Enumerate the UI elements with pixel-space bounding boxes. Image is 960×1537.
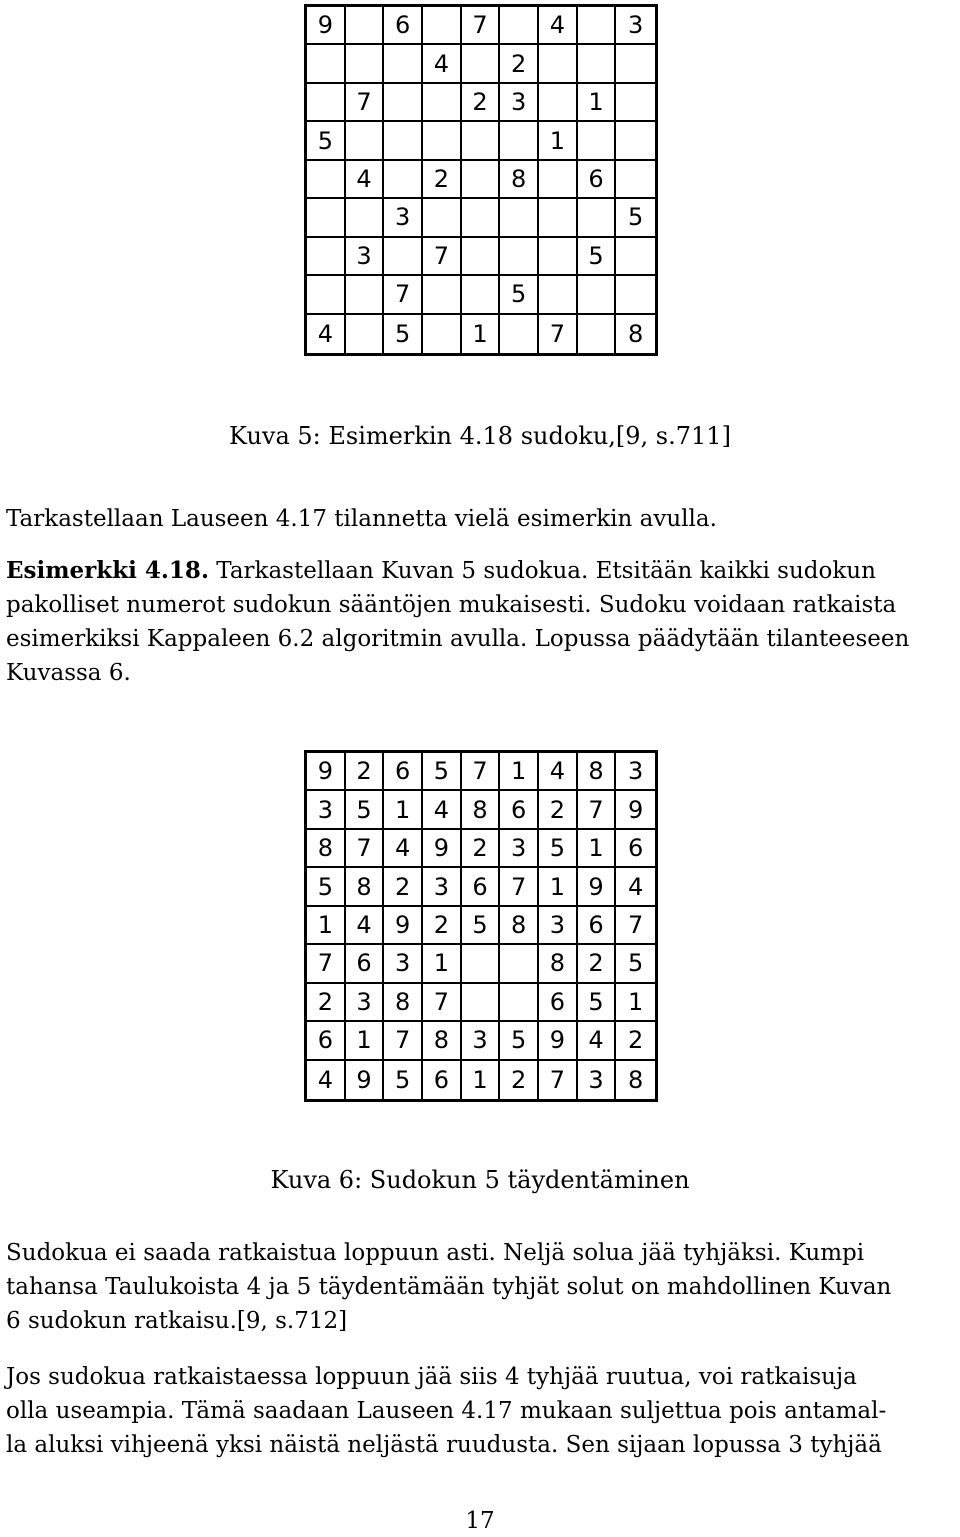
sudoku-cell bbox=[616, 161, 655, 199]
sudoku-cell: 7 bbox=[423, 984, 462, 1022]
sudoku-cell: 6 bbox=[616, 830, 655, 868]
sudoku-cell: 5 bbox=[384, 1061, 423, 1099]
sudoku-cell bbox=[539, 84, 578, 122]
sudoku-cell bbox=[423, 315, 462, 353]
sudoku-cell: 3 bbox=[578, 1061, 617, 1099]
sudoku-cell bbox=[616, 45, 655, 83]
sudoku-cell: 4 bbox=[578, 1022, 617, 1060]
sudoku-cell: 7 bbox=[346, 830, 385, 868]
sudoku-cell bbox=[578, 315, 617, 353]
sudoku-cell: 5 bbox=[384, 315, 423, 353]
sudoku-cell bbox=[384, 122, 423, 160]
sudoku-cell: 2 bbox=[307, 984, 346, 1022]
sudoku-cell bbox=[500, 7, 539, 45]
sudoku-cell bbox=[539, 276, 578, 314]
sudoku-cell: 2 bbox=[462, 830, 501, 868]
sudoku-cell: 3 bbox=[384, 945, 423, 983]
sudoku-cell: 3 bbox=[384, 199, 423, 237]
sudoku-cell: 9 bbox=[307, 753, 346, 791]
sudoku-cell bbox=[616, 276, 655, 314]
sudoku-cell bbox=[500, 984, 539, 1022]
sudoku-cell bbox=[346, 315, 385, 353]
sudoku-cell bbox=[346, 199, 385, 237]
example-label: Esimerkki 4.18. bbox=[6, 557, 209, 584]
sudoku-cell: 9 bbox=[384, 907, 423, 945]
sudoku-cell: 7 bbox=[616, 907, 655, 945]
paragraph-3-line-1: Jos sudokua ratkaistaessa loppuun jää siis 4 tyhjää ruutua, voi ratkaisuja bbox=[6, 1364, 857, 1390]
sudoku-cell bbox=[500, 315, 539, 353]
intro-paragraph: Tarkastellaan Lauseen 4.17 tilannetta vielä esimerkin avulla. bbox=[6, 506, 717, 532]
sudoku-cell: 1 bbox=[616, 984, 655, 1022]
sudoku-cell: 8 bbox=[628, 319, 644, 348]
sudoku-cell bbox=[346, 276, 385, 314]
paragraph-2-line-1: Sudokua ei saada ratkaistua loppuun asti. Neljä solua jää tyhjäksi. Kumpi bbox=[6, 1240, 865, 1266]
sudoku-cell: 2 bbox=[578, 945, 617, 983]
sudoku-cell bbox=[462, 199, 501, 237]
sudoku-cell: 2 bbox=[539, 791, 578, 829]
sudoku-cell bbox=[500, 945, 539, 983]
sudoku-cell bbox=[346, 45, 385, 83]
sudoku-cell bbox=[384, 45, 423, 83]
sudoku-cell bbox=[500, 238, 539, 276]
sudoku-cell: 4 bbox=[539, 753, 578, 791]
sudoku-cell: 5 bbox=[307, 868, 346, 906]
sudoku-cell: 4 bbox=[423, 45, 462, 83]
sudoku-cell: 7 bbox=[384, 276, 423, 314]
sudoku-cell: 1 bbox=[539, 122, 578, 160]
sudoku-cell bbox=[462, 161, 501, 199]
sudoku-cell: 7 bbox=[578, 791, 617, 829]
example-paragraph-line-3: esimerkiksi Kappaleen 6.2 algoritmin avulla. Lopussa päädytään tilanteeseen bbox=[6, 626, 910, 652]
sudoku-cell: 5 bbox=[616, 199, 655, 237]
sudoku-cell bbox=[578, 276, 617, 314]
sudoku-cell: 8 bbox=[628, 1065, 644, 1094]
sudoku-cell: 1 bbox=[423, 945, 462, 983]
sudoku-cell bbox=[616, 84, 655, 122]
sudoku-cell: 2 bbox=[462, 84, 501, 122]
sudoku-cell: 3 bbox=[423, 868, 462, 906]
sudoku-cell: 9 bbox=[539, 1022, 578, 1060]
sudoku-cell: 3 bbox=[462, 1022, 501, 1060]
sudoku-cell: 5 bbox=[346, 791, 385, 829]
sudoku-cell bbox=[423, 199, 462, 237]
paragraph-3-line-3: la aluksi vihjeenä yksi näistä neljästä ruudusta. Sen sijaan lopussa 3 tyhjää bbox=[6, 1432, 882, 1458]
sudoku-cell bbox=[616, 122, 655, 160]
sudoku-cell: 5 bbox=[616, 945, 655, 983]
sudoku-cell: 4 bbox=[616, 868, 655, 906]
sudoku-cell bbox=[423, 122, 462, 160]
sudoku-cell: 7 bbox=[500, 868, 539, 906]
sudoku-cell: 3 bbox=[500, 84, 539, 122]
sudoku-cell bbox=[384, 161, 423, 199]
sudoku-cell: 1 bbox=[462, 1061, 501, 1099]
sudoku-cell bbox=[307, 199, 346, 237]
sudoku-cell: 6 bbox=[539, 984, 578, 1022]
sudoku-cell: 6 bbox=[384, 753, 423, 791]
sudoku-cell: 1 bbox=[462, 315, 501, 353]
sudoku-cell: 1 bbox=[346, 1022, 385, 1060]
sudoku-cell: 1 bbox=[578, 830, 617, 868]
sudoku-cell: 8 bbox=[384, 984, 423, 1022]
sudoku-cell bbox=[462, 238, 501, 276]
sudoku-cell: 9 bbox=[307, 7, 346, 45]
page-number: 17 bbox=[465, 1508, 495, 1534]
figure-6-caption: Kuva 6: Sudokun 5 täydentäminen bbox=[270, 1166, 690, 1194]
sudoku-cell: 2 bbox=[423, 161, 462, 199]
sudoku-cell: 4 bbox=[346, 161, 385, 199]
sudoku-cell: 8 bbox=[500, 161, 539, 199]
sudoku-cell: 5 bbox=[307, 122, 346, 160]
sudoku-cell: 3 bbox=[500, 830, 539, 868]
sudoku-cell: 1 bbox=[384, 791, 423, 829]
sudoku-cell: 8 bbox=[500, 907, 539, 945]
sudoku-cell: 2 bbox=[346, 753, 385, 791]
sudoku-cell: 5 bbox=[500, 1022, 539, 1060]
sudoku-cell: 4 bbox=[423, 791, 462, 829]
sudoku-cell bbox=[500, 199, 539, 237]
sudoku-cell: 8 bbox=[307, 830, 346, 868]
sudoku-cell: 6 bbox=[346, 945, 385, 983]
sudoku-cell: 7 bbox=[423, 238, 462, 276]
sudoku-cell bbox=[539, 199, 578, 237]
sudoku-cell: 1 bbox=[307, 907, 346, 945]
sudoku-cell: 2 bbox=[500, 1061, 539, 1099]
example-paragraph-line-2: pakolliset numerot sudokun sääntöjen mukaisesti. Sudoku voidaan ratkaista bbox=[6, 592, 897, 618]
sudoku-cell bbox=[307, 276, 346, 314]
sudoku-cell: 2 bbox=[423, 907, 462, 945]
sudoku-cell: 5 bbox=[462, 907, 501, 945]
sudoku-cell bbox=[539, 238, 578, 276]
sudoku-puzzle-grid bbox=[304, 4, 658, 356]
example-paragraph-line-4: Kuvassa 6. bbox=[6, 660, 131, 686]
sudoku-cell: 4 bbox=[307, 1061, 346, 1099]
sudoku-cell: 5 bbox=[500, 276, 539, 314]
sudoku-cell: 6 bbox=[307, 1022, 346, 1060]
sudoku-cell bbox=[539, 45, 578, 83]
sudoku-cell bbox=[307, 238, 346, 276]
sudoku-cell bbox=[462, 122, 501, 160]
sudoku-cell: 6 bbox=[578, 907, 617, 945]
sudoku-cell: 7 bbox=[539, 315, 578, 353]
sudoku-cell: 6 bbox=[423, 1061, 462, 1099]
sudoku-cell: 6 bbox=[578, 161, 617, 199]
sudoku-cell: 9 bbox=[616, 791, 655, 829]
sudoku-cell: 7 bbox=[307, 945, 346, 983]
sudoku-cell bbox=[423, 84, 462, 122]
sudoku-cell: 9 bbox=[346, 1061, 385, 1099]
sudoku-cell bbox=[578, 199, 617, 237]
paragraph-3-line-2: olla useampia. Tämä saadaan Lauseen 4.17 mukaan suljettua pois antamal- bbox=[6, 1398, 887, 1424]
sudoku-cell: 3 bbox=[346, 984, 385, 1022]
sudoku-cell: 2 bbox=[616, 1022, 655, 1060]
sudoku-cell: 6 bbox=[384, 7, 423, 45]
sudoku-cell: 4 bbox=[307, 315, 346, 353]
figure-5-caption: Kuva 5: Esimerkin 4.18 sudoku,[9, s.711] bbox=[229, 422, 731, 450]
sudoku-cell: 3 bbox=[346, 238, 385, 276]
sudoku-cell bbox=[423, 276, 462, 314]
sudoku-cell bbox=[307, 84, 346, 122]
sudoku-cell: 8 bbox=[578, 753, 617, 791]
sudoku-cell: 7 bbox=[462, 753, 501, 791]
sudoku-cell bbox=[462, 984, 501, 1022]
sudoku-cell: 9 bbox=[423, 830, 462, 868]
sudoku-cell bbox=[423, 7, 462, 45]
paragraph-2-line-3: 6 sudokun ratkaisu.[9, s.712] bbox=[6, 1308, 348, 1334]
paragraph-2-line-2: tahansa Taulukoista 4 ja 5 täydentämään tyhjät solut on mahdollinen Kuvan bbox=[6, 1274, 892, 1300]
sudoku-cell: 6 bbox=[500, 791, 539, 829]
sudoku-cell: 6 bbox=[462, 868, 501, 906]
sudoku-cell: 3 bbox=[307, 791, 346, 829]
sudoku-cell bbox=[384, 238, 423, 276]
sudoku-cell: 5 bbox=[539, 830, 578, 868]
sudoku-cell: 1 bbox=[500, 753, 539, 791]
sudoku-cell: 4 bbox=[384, 830, 423, 868]
sudoku-cell: 8 bbox=[346, 868, 385, 906]
sudoku-cell bbox=[578, 7, 617, 45]
sudoku-cell: 1 bbox=[539, 868, 578, 906]
sudoku-partial-solution-grid bbox=[304, 750, 658, 1102]
sudoku-cell: 5 bbox=[578, 984, 617, 1022]
sudoku-cell: 2 bbox=[500, 45, 539, 83]
sudoku-cell: 7 bbox=[462, 7, 501, 45]
sudoku-cell bbox=[307, 45, 346, 83]
sudoku-cell bbox=[307, 161, 346, 199]
sudoku-cell: 4 bbox=[539, 7, 578, 45]
sudoku-cell bbox=[578, 45, 617, 83]
sudoku-cell bbox=[462, 276, 501, 314]
example-text: Tarkastellaan Kuvan 5 sudokua. Etsitään kaikki sudokun bbox=[208, 558, 876, 584]
sudoku-cell bbox=[346, 122, 385, 160]
sudoku-cell: 3 bbox=[616, 753, 655, 791]
sudoku-cell bbox=[346, 7, 385, 45]
sudoku-cell: 2 bbox=[384, 868, 423, 906]
sudoku-cell bbox=[616, 238, 655, 276]
sudoku-cell: 5 bbox=[423, 753, 462, 791]
sudoku-cell: 3 bbox=[616, 7, 655, 45]
sudoku-cell bbox=[462, 945, 501, 983]
sudoku-cell bbox=[539, 161, 578, 199]
sudoku-cell: 7 bbox=[384, 1022, 423, 1060]
sudoku-cell: 4 bbox=[346, 907, 385, 945]
sudoku-cell: 8 bbox=[539, 945, 578, 983]
sudoku-cell: 3 bbox=[539, 907, 578, 945]
sudoku-cell bbox=[384, 84, 423, 122]
sudoku-cell: 7 bbox=[539, 1061, 578, 1099]
sudoku-cell bbox=[500, 122, 539, 160]
sudoku-cell bbox=[462, 45, 501, 83]
sudoku-cell: 1 bbox=[578, 84, 617, 122]
example-paragraph-line-1 bbox=[6, 554, 876, 588]
sudoku-cell: 5 bbox=[578, 238, 617, 276]
sudoku-cell bbox=[578, 122, 617, 160]
sudoku-cell: 9 bbox=[578, 868, 617, 906]
sudoku-cell: 8 bbox=[462, 791, 501, 829]
sudoku-cell: 8 bbox=[423, 1022, 462, 1060]
sudoku-cell: 7 bbox=[346, 84, 385, 122]
